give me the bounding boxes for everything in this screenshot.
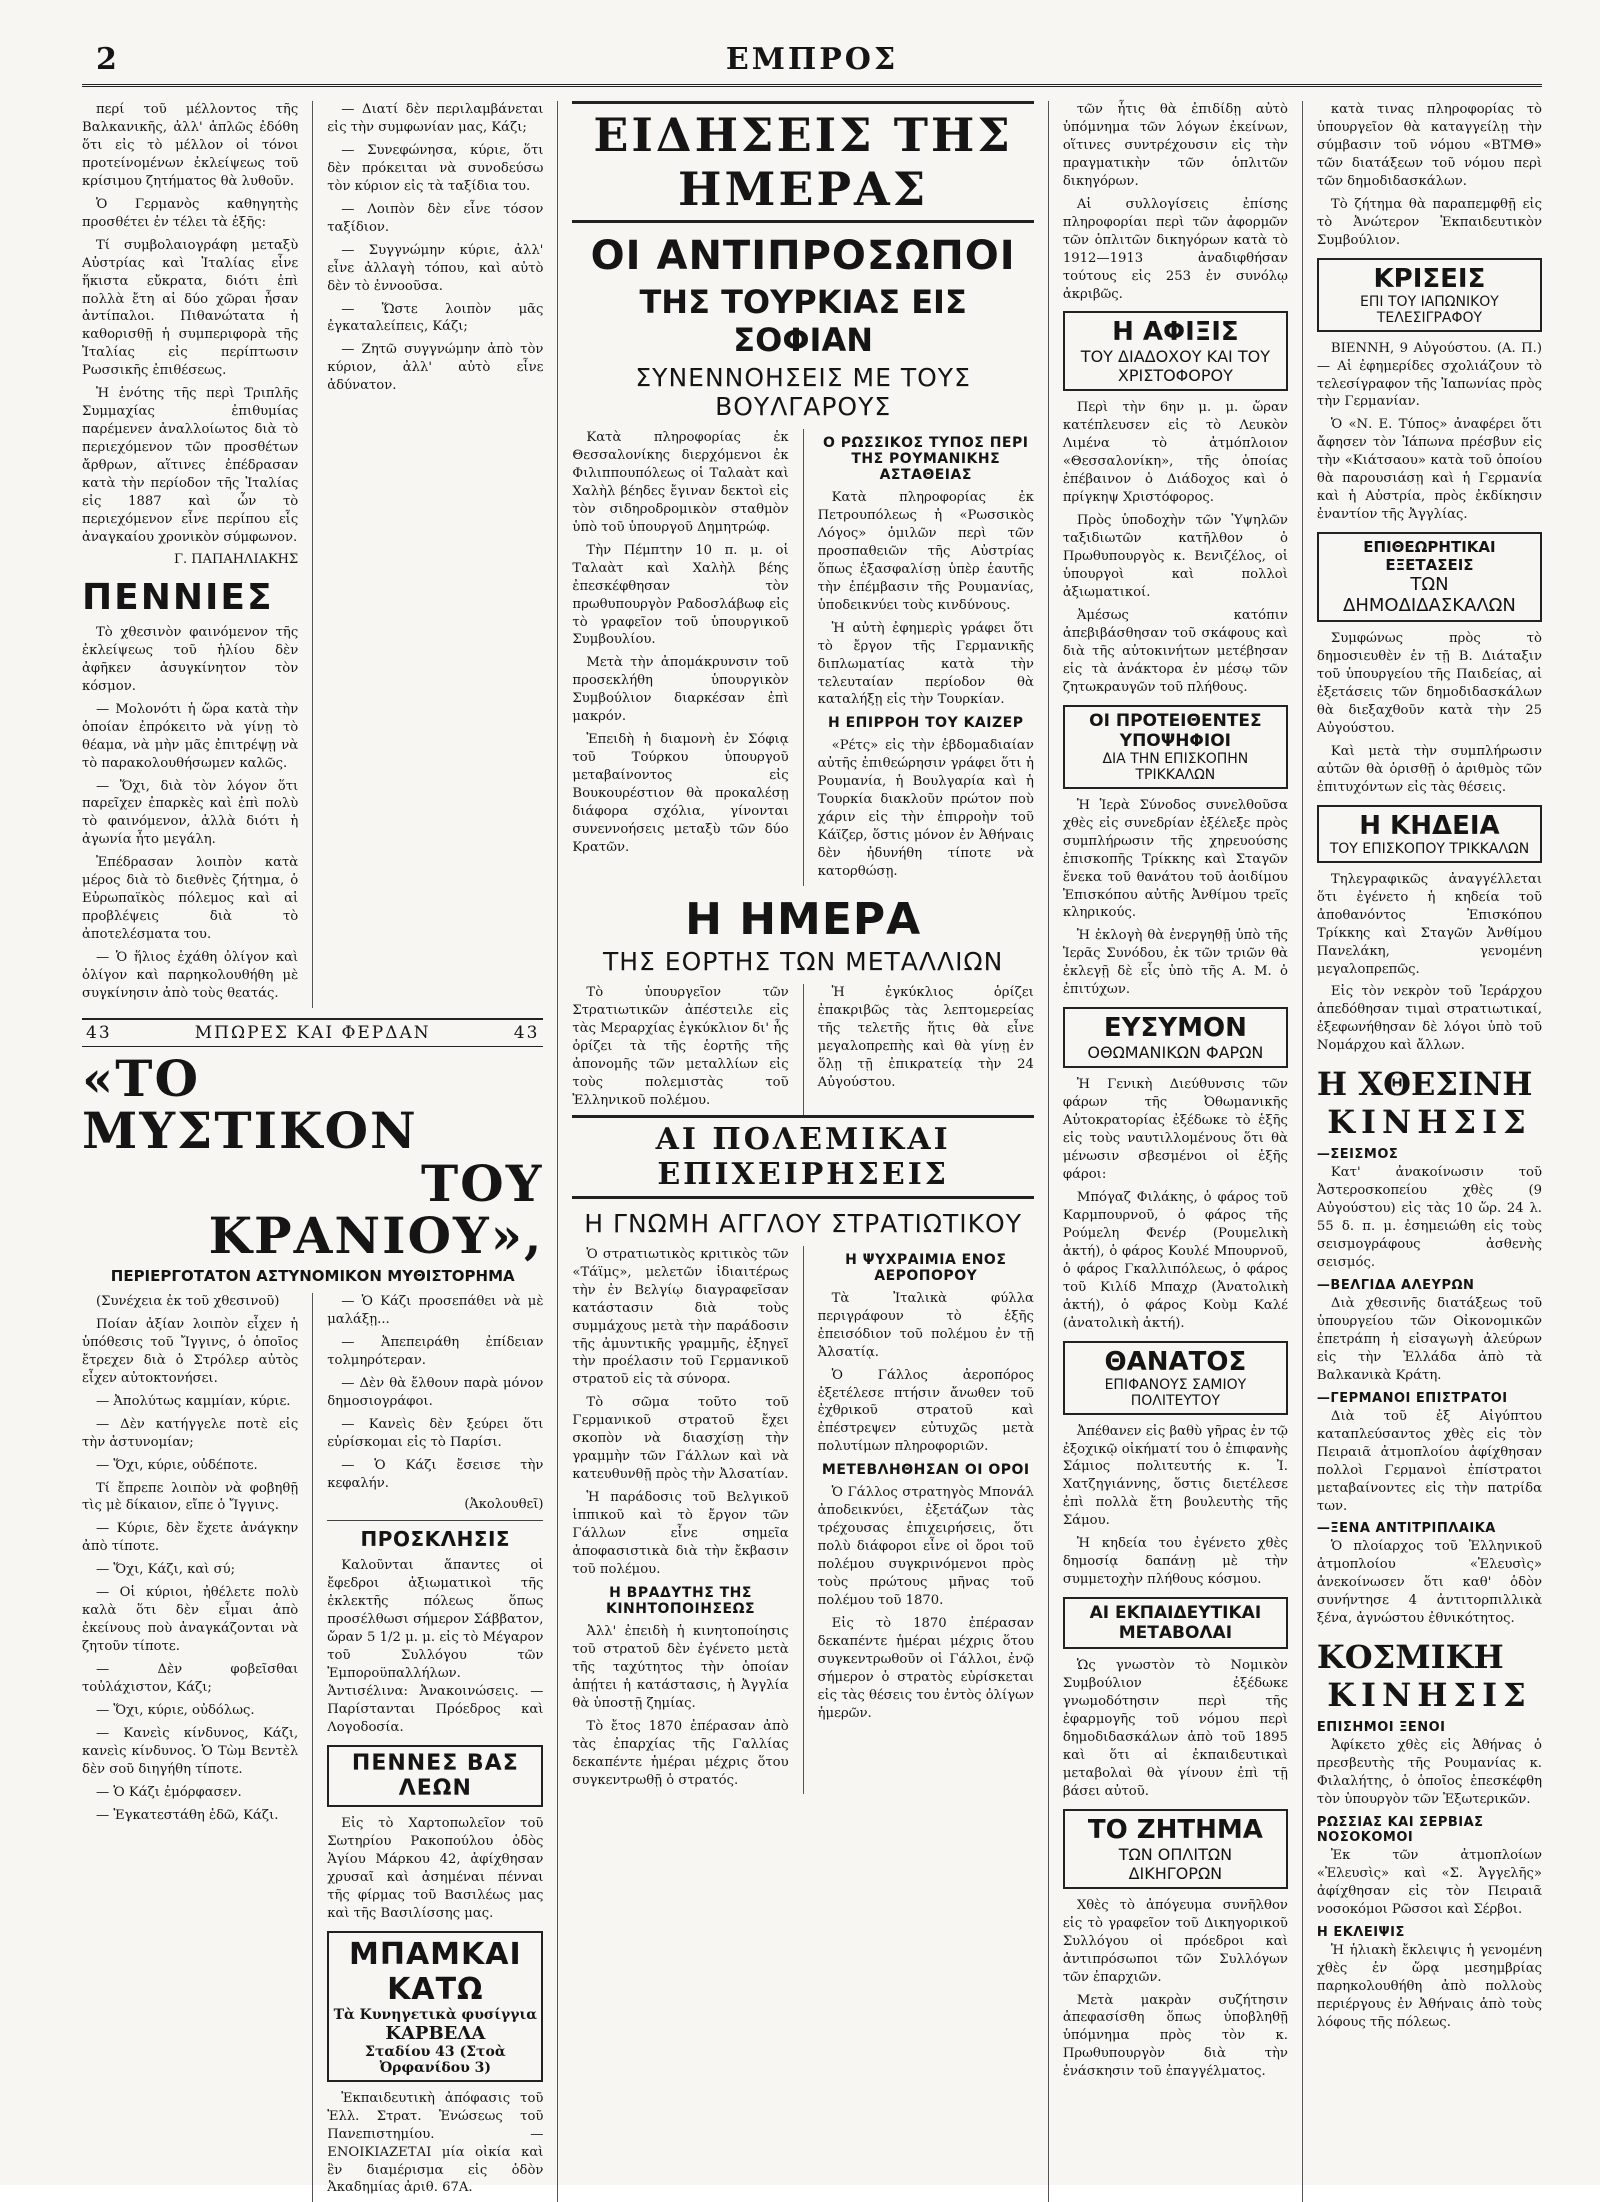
paragraph: Διὰ χθεσινῆς διατάξεως τοῦ ὑπουργείου τῶν Οἰκονομικῶν ἐπετράπη ἡ εἰσαγωγὴ ἀλεύρων εἰς τὴν Ἑλλάδα ἀπὸ τὰ Βαλκανικὰ Κράτη. — [1316, 1295, 1542, 1383]
paragraph: Ἀφίκετο χθὲς εἰς Ἀθήνας ὁ πρεσβευτὴς τῆς Ρουμανίας κ. Φιλαλήτης, ὁ ὁποῖος ἐπεσκέφθη τὸν ὑπουργὸν τῶν Ἐξωτερικῶν. — [1316, 1738, 1542, 1808]
headline-box-arrival — [1063, 311, 1288, 391]
item-heading: ΕΠΙΣΗΜΟΙ ΞΕΝΟΙ — [1316, 1720, 1446, 1736]
paragraph: — Ἀπολύτως καμμίαν, κύριε. — [96, 1393, 291, 1409]
paragraph: — Ὅχι, διὰ τὸν λόγον ὅτι παρεῖχεν ἐπαρκὲς καὶ ἐπὶ πολὺ τὸ φαινόμενον, ἀλλὰ διότι ἡ ἀγωνία ἦτο μεγάλη. — [82, 778, 299, 848]
left-column — [82, 101, 543, 2202]
paragraph: Χθὲς τὸ ἀπόγευμα συνῆλθον εἰς τὸ γραφεῖον τοῦ Δικηγορικοῦ Συλλόγου οἱ πρόεδροι καὶ ἀντιπρόσωποι τῶν Συλλόγων τῶν ἐπαρχιῶν. — [1062, 1897, 1288, 1985]
serial-number-right: 43 — [513, 1022, 540, 1043]
paragraph: Ἀπέθανεν εἰς βαθὺ γῆρας ἐν τῷ ἐξοχικῷ οἰκήματί του ὁ ἐπιφανὴς Σάμιος πολιτευτής κ. Ἰ. Χατζηγιάννης, ὅστις διετέλεσε ἐπὶ πολλὰ ἔτη βουλευτὴς τῆς Σάμου. — [1062, 1423, 1288, 1529]
paragraph: Διὰ τοῦ ἐξ Αἰγύπτου καταπλεύσαντος χθὲς εἰς τὸν Πειραιᾶ ἀτμοπλοίου ἀφίχθησαν πολλοὶ Γερμανοὶ ἐπίστρατοι μεταβαίνοντες εἰς τὴν πατρίδα των. — [1316, 1408, 1542, 1514]
headline: Η ΑΦΙΞΙΣ — [1112, 317, 1239, 348]
paragraph: Αἱ συλλογίσεις ἐπίσης πληροφορίαι περὶ τῶν ἀφορμῶν τῶν ὁπλιτῶν δικηγόρων κατὰ τὸ 1912—1913 ἀναδιφθήσαν τούτους εἰς 253 ἐν συνόλῳ ἀκριβῶς. — [1062, 196, 1288, 302]
item-heading: ΡΩΣΣΙΑΣ ΚΑΙ ΣΕΡΒΙΑΣ ΝΟΣΟΚΟΜΟΙ — [1316, 1815, 1484, 1846]
top-left-subcolumns — [82, 101, 543, 1008]
paragraph: Ἡ παράδοσις τοῦ Βελγικοῦ ἱππικοῦ καὶ τὸ ἔργον τῶν Γάλλων εἶνε σημεῖα ἀποφασιστικὰ διὰ τὴν ἔκβασιν τοῦ πολέμου. — [572, 1490, 789, 1577]
paragraph: Πρὸς ὑποδοχὴν τῶν Ὑψηλῶν ταξιδιωτῶν κατῆλθον ὁ Πρωθυπουργὸς κ. Βενιζέλος, οἱ ὑπουργοὶ καὶ πολλοὶ ἀξιωματικοί. — [1062, 513, 1288, 601]
ad-title: ΜΠΑΜΚΑΙ ΚΑΤΩ — [348, 1936, 522, 2007]
serial-body — [82, 1293, 543, 2202]
story-russian-press — [803, 429, 1034, 886]
headline: ΚΡΙΣΕΙΣ — [1373, 263, 1486, 294]
paragraph: Κατὰ πληροφορίας ἐκ Πετρουπόλεως ἡ «Ρωσσικὸς Λόγος» ὁμιλῶν περὶ τῶν προσπαθειῶν τῆς Αὐστρίας ὅπως ἐξασφαλίσῃ ὑπὲρ ἑαυτῆς τὴν ἐπέμβασιν τῆς Ρουμανίας, ὑποδεικνύει τοὺς κινδύνους. — [817, 490, 1034, 613]
paragraph: Εἰς τὸ 1870 ἐπέρασαν δεκαπέντε ἡμέραι μέχρις ὅτου συγκεντρωθοῦν οἱ Γάλλοι, ἐνῷ σήμερον ὁ στρατὸς εὑρίσκεται εἰς τὰς θέσεις του ἐντὸς ὀλίγων ἡμερῶν. — [817, 1615, 1034, 1721]
paragraph: τῶν ἧτις θὰ ἐπιδίδῃ αὐτὸ ὑπόμνημα τῶν λόγων ἐκείνων, οἵτινες συντρέχουσιν εἰς τὴν πραγματικὴν τῶν ὁπλιτῶν δικηγόρων. — [1062, 102, 1288, 189]
paragraph: — Κανεὶς δὲν ξεύρει ὅτι εὑρίσκομαι εἰς τὸ Παρίσι. — [327, 1416, 544, 1450]
item-heading: —ΞΕΝΑ ΑΝΤΙΤΡΙΠΛΑΙΚΑ — [1316, 1521, 1496, 1537]
item-heading: —ΒΕΛΓΙΔΑ ΑΛΕΥΡΩΝ — [1316, 1277, 1475, 1293]
headline-deck: ΤΩΝ ΟΠΛΙΤΩΝ ΔΙΚΗΓΟΡΩΝ — [1118, 1844, 1233, 1883]
story-english-military — [572, 1246, 788, 1795]
paragraph: Ποίαν ἀξίαν λοιπὸν εἶχεν ἡ ὑπόθεσις τοῦ Ἴγγινς, ὁ ὁποῖος ἔτρεχεν διὰ ὁ Στρόλερ αὐτὸς εἶχεν αὐτοκτονήσει. — [82, 1316, 299, 1386]
paragraph: Ἡ ἐγκύκλιος ὁρίζει ἐπακριβῶς τὰς λεπτομερείας τῆς τελετῆς ἥτις θὰ εἶνε μεγαλοπρεπὴς καὶ θὰ γίνῃ ἐν ὅλῃ τῇ ἐπικρατείᾳ τὴν 24 Αὐγούστου. — [817, 985, 1034, 1090]
headline-box-candidates — [1063, 705, 1288, 789]
medals-story — [572, 984, 1033, 1115]
story-heading: ΜΕΤΕΒΛΗΘΗΣΑΝ ΟΙ ΟΡΟΙ — [821, 1462, 1030, 1479]
serial-subtitle: ΠΕΡΙΕΡΓΟΤΑΤΟΝ ΑΣΤΥΝΟΜΙΚΟΝ ΜΥΘΙΣΤΟΡΗΜΑ — [110, 1266, 515, 1285]
paragraph: Εἰς τὸν νεκρὸν τοῦ Ἱεράρχου ἀπεδόθησαν τιμαὶ στρατιωτικαί, ἐξεφωνήθησαν δὲ λόγοι ὑπὸ τοῦ Νομάρχου καὶ ἄλλων. — [1316, 984, 1542, 1054]
paragraph: — Ὅχι, Κάζι, καὶ σύ; — [96, 1562, 236, 1578]
paragraph: Τὰ Ἰταλικὰ φύλλα περιγράφουν τὸ ἑξῆς ἐπεισόδιον τοῦ πολέμου ἐν τῇ Ἀλσατίᾳ. — [817, 1290, 1034, 1360]
paragraph: Τί συμβολαιογράφη μεταξὺ Αὐστρίας καὶ Ἰταλίας εἶνε ἥκιστα εὔκρατα, διότι ἐπὶ πολλὰ ἔτη αἱ δύο χῶραι ἦσαν ἀντίπαλοι. Πιθανώτατα ἡ καθορισθῇ ἡ συμπεριφορὰ τῆς Ἰταλίας εἰς περίπτωσιν Ρωσσικῆς ἐπιθέσεως. — [82, 237, 299, 379]
paragraph: — Λοιπὸν δὲν εἶνε τόσον ταξίδιον. — [327, 201, 544, 235]
paragraph: Κατ' ἀνακοίνωσιν τοῦ Ἀστεροσκοπείου χθὲς (9 Αὐγούστου) εἰς τὰς 10 ὥρ. 24 λ. 55 δ. π. μ. ἐσημειώθη εἰς τοὺς σεισμογράφους ἀσθενὴς σεισμός. — [1316, 1165, 1542, 1271]
masthead — [82, 40, 1542, 87]
paragraph: — Ὁ ἥλιος ἐχάθη ὀλίγον καὶ ὀλίγον καὶ παρηκολουθήθη μὲ συγκίνησιν ἀπὸ τοὺς θεατάς. — [82, 950, 299, 1001]
ad-brand: ΚΑΡΒΕΛΑ — [385, 2022, 486, 2044]
section-title-movement-2: ΚΙΝΗΣΙΣ — [1327, 1676, 1532, 1715]
paragraph: — Ὁ Κάζι ἔσεισε τὴν κεφαλήν. — [327, 1457, 544, 1491]
notice-title: ΠΡΟΣΚΛΗΣΙΣ — [360, 1527, 511, 1552]
paragraph: Καλοῦνται ἅπαντες οἱ ἔφεδροι ἀξιωματικοὶ τῆς ἐκλεκτῆς πόλεως ὅπως προσέλθωσι σήμερον Σάββατον, ὥραν 5 1/2 μ. μ. εἰς τὸ Μέγαρον τοῦ Συλλόγου τῶν Ἐμποροϋπαλλήλων. Ἀντισέλινα: Ἀνακοινώσεις. — Παρίστανται Πρόεδρος καὶ Λογοδοσία. — [327, 1558, 544, 1736]
headline: ΟΙ ΠΡΟΤΕΙΘΕΝΤΕΣ ΥΠΟΨΗΦΙΟΙ — [1089, 710, 1262, 751]
paragraph: — Ὁ Κάζι ἐμόρφασεν. — [96, 1784, 242, 1800]
section-title-movement: ΚΙΝΗΣΙΣ — [1327, 1103, 1532, 1142]
paragraph: — Κανεὶς κίνδυνος, Κάζι, κανεὶς κίνδυνος. Ὁ Τὼμ Βεντὲλ δὲν σοῦ διηγήθη τίποτε. — [82, 1725, 299, 1777]
headline-deck: ΕΠΙΦΑΝΟΥΣ ΣΑΜΙΟΥ ΠΟΛΙΤΕΥΤΟΥ — [1104, 1376, 1247, 1409]
paragraph: Ἡ Ἱερὰ Σύνοδος συνελθοῦσα χθὲς εἰς συνεδρίαν ἐξέλεξε πρὸς συμπλήρωσιν τῆς χηρευούσης ἐπισκοπῆς Τρίκκης καὶ Σταγῶν ἕνεκα τοῦ θανάτου τοῦ ἀοιδίμου Ἐπισκόπου αὐτῆς Ἀνθίμου τρεῖς κληρικούς. — [1062, 797, 1288, 921]
paragraph: Εἰς τὸ Χαρτοπωλεῖον τοῦ Σωτηρίου Ρακοπούλου ὁδὸς Ἁγίου Μάρκου 42, ἀφίχθησαν χρυσαῖ καὶ ἀσημέναι πένναι τῆς φίρμας τοῦ Βασιλέως μας καὶ τῆς Βασιλίσσης μας. — [327, 1816, 544, 1921]
paragraph: — Μολονότι ἡ ὥρα κατὰ τὴν ὁποίαν ἐπρόκειτο νὰ γίνῃ τὸ θέαμα, νὰ μὴν μᾶς ἐπιτρέψῃ νὰ τὸ παρακολουθήσωμεν καλῶς. — [82, 701, 299, 771]
headline-box-lawyers — [1063, 1809, 1288, 1889]
headline-deck: ΤΟΥ ΕΠΙΣΚΟΠΟΥ ΤΡΙΚΚΑΛΩΝ — [1329, 840, 1530, 857]
author-signature: Γ. ΠΑΠΑΗΛΙΑΚΗΣ — [173, 551, 299, 567]
page-number: 2 — [96, 42, 117, 77]
paragraph: Καὶ μετὰ τὴν συμπλήρωσιν αὐτῶν θὰ ὁρισθῇ ὁ ἀριθμὸς τῶν ἐπιτυχόντων εἰς τὰς θέσεις. — [1316, 743, 1542, 795]
headline-box-death — [1063, 1341, 1288, 1415]
paragraph: Ἡ κηδεία του ἐγένετο χθὲς δημοσίᾳ δαπάνῃ μὲ τὴν συμμετοχὴν πλήθους κόσμου. — [1062, 1536, 1288, 1588]
item-heading: Η ΕΚΛΕΙΨΙΣ — [1316, 1924, 1405, 1940]
headline-box-education — [1063, 1597, 1288, 1649]
serial-authors: ΜΠΩΡΕΣ ΚΑΙ ΦΕΡΔΑΝ — [194, 1022, 431, 1043]
headline: ΘΑΝΑΤΟΣ — [1104, 1346, 1247, 1377]
paragraph: Τὸ ζήτημα θὰ παραπεμφθῇ εἰς τὸ Ἀνώτερον Ἐκπαιδευτικὸν Συμβούλιον. — [1316, 196, 1542, 248]
serial-title-line-1: «ΤΟ ΜΥΣΤΙΚΟΝ — [82, 1048, 418, 1161]
headline-box-lighthouses — [1063, 1007, 1288, 1068]
paragraph: Τηλεγραφικῶς ἀναγγέλλεται ὅτι ἐγένετο ἡ κηδεία τοῦ ἀποθανόντος Ἐπισκόπου Τρίκκης καὶ Σταγῶν Ἀνθίμου Πανελάκη, γενομένη μεγαλοπρεπῶς. — [1316, 871, 1542, 977]
paragraph: — Δὲν φοβεῖσθαι τοὐλάχιστον, Κάζι; — [82, 1662, 299, 1696]
article-continuation — [82, 101, 298, 1008]
paragraph: Ἡ ἑνότης τῆς περὶ Τριπλῆς Συμμαχίας ἐπιθυμίας παρέμενεν ἀναλλοίωτος διὰ τὸ περιεχόμενον τῶν προσθέτων ἄρθρων, αἵτινες ἐπέδρασαν κατὰ τὴν περίοδον τῆς Ἰταλίας εἰς 1887 καὶ ὧν τὸ περιεχόμενον εἶνε περίπου εἷς ἀναγκαίου χρονικὸν σύμφωνον. — [82, 386, 299, 545]
serial-header — [82, 1018, 543, 1047]
section-banner: ΕΙΔΗΣΕΙΣ ΤΗΣ ΗΜΕΡΑΣ — [572, 101, 1033, 223]
section-title-yesterday: Η ΧΘΕΣΙΝΗ — [1316, 1065, 1533, 1104]
paragraph: — Ὥστε λοιπὸν μᾶς ἐγκαταλείπεις, Κάζι; — [327, 301, 544, 335]
page-columns — [82, 101, 1542, 2202]
headline-war-deck: Η ΓΝΩΜΗ ΑΓΓΛΟΥ ΣΤΡΑΤΙΩΤΙΚΟΥ — [584, 1208, 1022, 1238]
ad-line: Τὰ Κυνηγετικὰ φυσίγγια — [333, 2006, 538, 2023]
paragraph: Συμφώνως πρὸς τὸ δημοσιευθὲν ἐν τῇ Β. Διάταξιν τοῦ ὑπουργείου τῆς Παιδείας, αἱ ἐξετάσεις τῶν δημοδιδασκάλων θὰ διεξαχθοῦν κατὰ τὴν 25 Αὐγούστου. — [1316, 631, 1542, 736]
paragraph: — Ζητῶ συγγνώμην ἀπὸ τὸν κύριον, ἀλλ' αὐτὸ εἶνε ἀδύνατον. — [327, 342, 544, 394]
headline-deck: ΔΙΑ ΤΗΝ ΕΠΙΣΚΟΠΗΝ ΤΡΙΚΚΑΛΩΝ — [1102, 750, 1249, 783]
paragraph: — Συγγνώμην κύριε, ἀλλ' εἶνε ἀλλαγὴ τόπου, καὶ αὐτὸ δὲν τὸ ἐννοοῦσα. — [327, 242, 544, 294]
paragraph: ΒΙΕΝΝΗ, 9 Αὐγούστου. (Α. Π.) — Αἱ ἐφημερίδες σχολιάζουν τὸ τελεσίγραφον τῆς Ἰαπωνίας πρὸς τὴν Γερμανίαν. — [1316, 340, 1542, 410]
headline-war-operations: ΑΙ ΠΟΛΕΜΙΚΑΙ ΕΠΙΧΕΙΡΗΣΕΙΣ — [572, 1115, 1033, 1199]
paragraph: — Ἀπεπειράθη ἐπίδειαν τολμηρότεραν. — [327, 1334, 544, 1368]
headline: ΕΥΣΥΜΟΝ — [1103, 1013, 1247, 1044]
paragraph: Ὁ Γερμανὸς καθηγητὴς προσθέτει ἐν τέλει τὰ ἑξῆς: — [82, 196, 299, 230]
paragraph: — Κύριε, δὲν ἔχετε ἀνάγκην ἀπὸ τίποτε. — [82, 1521, 299, 1555]
paragraph: — Οἱ κύριοι, ἠθέλετε πολὺ καλὰ ὅτι δὲν εἶμαι ἀπὸ ἐκείνους ποὺ ἀναγκάζονται νὰ ζητοῦν τίποτε. — [82, 1585, 299, 1655]
paragraph: Μετὰ μακρὰν συζήτησιν ἀπεφασίσθη ὅπως ὑποβληθῇ ὑπόμνημα πρὸς τὸν κ. Πρωθυπουργὸν διὰ τὴν ἐνάσκησιν τοῦ ἐπαγγέλματος. — [1062, 1992, 1288, 2080]
headline-deck: ΕΠΙ ΤΟΥ ΙΑΠΩΝΙΚΟΥ ΤΕΛΕΣΙΓΡΑΦΟΥ — [1360, 293, 1499, 326]
item-heading: —ΣΕΙΣΜΟΣ — [1316, 1147, 1399, 1163]
section-title-gennies: ΠΕΝΝΙΕΣ — [82, 576, 274, 618]
paragraph: Ὁ στρατιωτικὸς κριτικὸς τῶν «Τάϊμς», μελετῶν ἰδιαιτέρως τὴν ἐν Βελγίῳ διαγραφεῖσαν κατάστασιν διὰ τοὺς συμμάχους μετὰ τὴν παράδοσιν τῆς ἀμυντικῆς γραμμῆς, ἐξηγεῖ τὴν προέλασιν τοῦ Γερμανικοῦ στρατοῦ εἰς τὰ σύνορα. — [572, 1246, 789, 1388]
paragraph: — Διατί δὲν περιλαμβάνεται εἰς τὴν συμφωνίαν μας, Κάζι; — [327, 102, 544, 135]
headline: Η ΚΗΔΕΙΑ — [1359, 810, 1500, 841]
headline: ΤΟ ΖΗΤΗΜΑ — [1087, 1814, 1263, 1845]
paragraph: Κατὰ πληροφορίας ἐκ Θεσσαλονίκης διερχόμενοι ἐκ Φιλιππουπόλεως οἱ Ταλαὰτ καὶ Χαλὴλ βέηδες ἔγιναν δεκτοὶ εἰς τὸν σιδηροδρομικὸν σταθμὸν ὑπὸ τοῦ ὑπουργοῦ Δημητρώφ. — [572, 430, 789, 535]
serial-text-right — [312, 1293, 543, 2202]
item-heading: —ΓΕΡΜΑΝΟΙ ΕΠΙΣΤΡΑΤΟΙ — [1316, 1390, 1508, 1406]
column-three — [1048, 101, 1288, 2202]
story-heading: Η ΨΥΧΡΑΙΜΙΑ ΕΝΟΣ ΑΕΡΟΠΟΡΟΥ — [845, 1251, 1007, 1284]
paragraph: Ἡ αὐτὴ ἐφημερὶς γράφει ὅτι τὸ ἔργον τῆς Γερμανικῆς διπλωματίας κατὰ τὴν τελευταίαν περίοδον θὰ καταλήξῃ εἰς τὴν Τουρκίαν. — [817, 620, 1034, 708]
headline-deck: ΤΟΥ ΔΙΑΔΟΧΟΥ ΚΑΙ ΤΟΥ ΧΡΙΣΤΟΦΟΡΟΥ — [1080, 347, 1270, 386]
serial-continued: (Ἀκολουθεῖ) — [464, 1497, 544, 1513]
headline-box-exams — [1317, 532, 1542, 622]
war-subcolumns — [572, 1246, 1033, 1795]
newspaper-name: ΕΜΠΡΟΣ — [725, 42, 899, 77]
headline-deck: ΤΩΝ ΔΗΜΟΔΙΔΑΣΚΑΛΩΝ — [1343, 574, 1516, 617]
paragraph: Ὡς γνωστὸν τὸ Νομικὸν Συμβούλιον ἐξέδωκε γνωμοδότησιν περὶ τῆς ἐφαρμογῆς τοῦ νόμου περὶ δημοδιδασκάλων ἀπὸ τοῦ 1895 καὶ ὅτι αἱ ἐκπαιδευτικαὶ μεταβολαὶ θὰ γίνουν ἐπὶ τῇ βάσει αὐτοῦ. — [1062, 1658, 1288, 1799]
centre-top-subcolumns — [572, 429, 1033, 886]
paragraph: Περὶ τὴν 6ην μ. μ. ὥραν κατέπλευσεν εἰς τὸ Λευκὸν Λιμένα τὸ ἀτμόπλοιον «Θεσσαλονίκη», τῆς ὁποίας ἐπέβαινον ὁ Διάδοχος καὶ ὁ πρίγκηψ Χριστόφορος. — [1062, 400, 1288, 506]
paragraph: Τί ἔπρεπε λοιπὸν νὰ φοβηθῇ τὶς μὲ δίκαιον, εἴπε ὁ Ἴγγινς. — [82, 1480, 299, 1514]
section-title-social: ΚΟΣΜΙΚΗ — [1316, 1638, 1504, 1677]
paragraph: — Δὲν κατήγγελε ποτὲ εἰς τὴν ἀστυνομίαν; — [82, 1416, 299, 1450]
paragraph: Τὸ σῶμα τοῦτο τοῦ Γερμανικοῦ στρατοῦ ἔχει σκοπὸν νὰ διασχίσῃ τὴν γραμμὴν τῶν Γάλλων καὶ νὰ κατευθυνθῇ πρὸς τὴν Ἀλσατίαν. — [572, 1395, 789, 1483]
paragraph: — Ἐγκατεστάθη ἐδῶ, Κάζι. — [96, 1807, 279, 1823]
paragraph: Τὸ ὑπουργεῖον τῶν Στρατιωτικῶν ἀπέστειλε εἰς τὰς Μεραρχίας ἐγκύκλιον δι' ἧς ὁρίζει τὰ τῆς ἑορτῆς τῆς ἀπονομῆς τῶν μεταλλίων εἰς τοὺς πολεμιστὰς τοῦ Ἑλληνικοῦ πολέμου. — [572, 985, 789, 1108]
headline-deck: ΟΘΩΜΑΝΙΚΩΝ ΦΑΡΩΝ — [1087, 1043, 1264, 1063]
paragraph: — Δὲν θὰ ἔλθουν παρὰ μόνον δημοσιογράφοι. — [327, 1375, 544, 1409]
headline: ΕΠΙΘΕΩΡΗΤΙΚΑΙ ΕΞΕΤΑΣΕΙΣ — [1363, 538, 1496, 575]
paragraph: Ὁ «Ν. Ε. Τύπος» ἀναφέρει ὅτι ἄφησεν τὸν Ἰάπωνα πρέσβυν εἰς τὴν «Κιάτσαου» κατὰ τοῦ ὁποίου θὰ παρουσιάσῃ καὶ ἡ Γερμανία καὶ ἡ Αὐστρία, πρὸς ἐκδίκησιν ἐναντίον τῆς Ἀγγλίας. — [1316, 417, 1542, 523]
paragraph: Ὁ Γάλλος στρατηγὸς Μπονάλ ἀποδεικνύει, ἐξετάζων τὰς τρέχουσας ἐπιχειρήσεις, ὅτι πολὺ διάφοροι εἶνε οἱ ὅροι τοῦ πολέμου συγκρινόμενοι πρὸς τοὺς πρώτους μῆνας τοῦ πολέμου τοῦ 1870. — [817, 1485, 1034, 1609]
paragraph: Ὁ πλοίαρχος τοῦ Ἑλληνικοῦ ἀτμοπλοίου «Ἐλευσὶς» ἀνεκοίνωσεν ὅτι καθ' ὁδὸν συνήντησε 4 ἀντιτορπιλλικὰ ξένα, ἀγνώστου ἐθνικότητος. — [1316, 1539, 1542, 1627]
paragraph: «Ρέτς» εἰς τὴν ἑβδομαδιαίαν αὐτῆς ἐπιθεώρησιν γράφει ὅτι ἡ Ρουμανία, ἡ Βουλγαρία καὶ ἡ Τουρκία διακλοῦν πρώτον ποὺ χάριν εἰς τὴν ἐπιρροὴν τοῦ Κάϊζερ, ὅστις μόνον ἐν Ἀθήναις δὲν ἠδυνήθη τίποτε νὰ κατορθώσῃ. — [817, 738, 1034, 880]
paragraph: Ἐπειδὴ ἡ διαμονὴ ἐν Σόφιᾳ τοῦ Τούρκου ὑπουργοῦ μεταβαίνοντος εἰς Βουκουρέστιον θὰ προκαλέσῃ διάφορα σχόλια, γίνονται συνεννοήσεις μεταξὺ τῶν δύο Κρατῶν. — [572, 732, 789, 855]
paragraph: Ἡ ἡλιακὴ ἔκλειψις ἡ γενομένη χθὲς ἐν ὥρᾳ μεσημβρίας παρηκολουθήθη ἀπὸ πολλοὺς περιέργους ἐν Ἀθήναις ἀπὸ τοὺς λόφους τῆς πόλεως. — [1316, 1942, 1542, 2030]
paragraph: — Συνεφώνησα, κύριε, ὅτι δὲν πρόκειται νὰ συνοδεύσω τὸν κύριον εἰς τὰ ταξίδια του. — [327, 142, 544, 194]
headline: ΑΙ ΕΚΠΑΙΔΕΥΤΙΚΑΙ ΜΕΤΑΒΟΛΑΙ — [1089, 1603, 1262, 1644]
serial-number: 43 — [86, 1022, 112, 1043]
divider — [327, 1520, 543, 1521]
paragraph: Ἡ ἐκλογὴ θὰ ἐνεργηθῇ ὑπὸ τῆς Ἱερᾶς Συνόδου, ἐκ τῶν τριῶν θὰ ἐκλεγῇ δὲ εἷς ὑπὸ τῆς Α. Μ. ὁ ἐπιτύχων. — [1062, 928, 1288, 998]
headline-delegates-deck: ΣΥΝΕΝΝΟΗΣΕΙΣ ΜΕ ΤΟΥΣ ΒΟΥΛΓΑΡΟΥΣ — [635, 363, 971, 421]
paragraph: Ἐκ τῶν ἀτμοπλοίων «Ἐλευσὶς» καὶ «Σ. Ἀγγελῆς» ἀφίχθησαν εἰς τὸν Πειραιᾶ νοσοκόμοι Ρῶσσοι καὶ Σέρβοι. — [1316, 1848, 1542, 1917]
paragraph: Ἡ Γενικὴ Διεύθυνσις τῶν φάρων τῆς Ὀθωμανικῆς Αὐτοκρατορίας ἐξέδωκε τὸ ἑξῆς εἰς τοὺς ναυτιλλομένους ὅτι θὰ μένωσιν σβεσμένοι οἱ ἑξῆς φάροι: — [1062, 1077, 1288, 1182]
centre-column — [557, 101, 1033, 2202]
headline-box-crises — [1317, 258, 1542, 332]
paragraph: Ἐκπαιδευτικὴ ἀπόφασις τοῦ Ἐλλ. Στρατ. Ἑνώσεως τοῦ Πανεπιστημίου. — ΕΝΟΙΚΙΑΖΕΤΑΙ μία οἰκία καὶ ἓν διαμέρισμα εἰς ὁδὸν Ἀκαδημίας ἀριθ. 67Α. — [327, 2090, 544, 2196]
paragraph: κατὰ τινας πληροφορίας τὸ ὑπουργεῖον θὰ καταγγείλῃ τὴν σύμβασιν τοῦ νόμου «ΒΤΜΘ» τῶν διατάξεων τοῦ νόμου περὶ τῶν δημοδιδασκάλων. — [1316, 102, 1542, 189]
paragraph: Τὴν Πέμπτην 10 π. μ. οἱ Ταλαὰτ καὶ Χαλὴλ βέης ἐπεσκέφθησαν τὸν πρωθυπουργὸν Ραδοσλάβωφ εἰς τὸ γραφεῖον τοῦ ὑπουργικοῦ Συμβουλίου. — [572, 542, 789, 648]
paragraph: — Ὅχι, κύριε, οὐδόλως. — [96, 1703, 255, 1718]
paragraph: Ὁ Γάλλος ἀεροπόρος ἐξετέλεσε πτήσιν ἄνωθεν τοῦ ἐχθρικοῦ στρατοῦ καὶ ἐπέστρεψεν εὐτυχῶς μετὰ πολυτίμων πληροφοριῶν. — [817, 1367, 1034, 1455]
headline-delegates-line-2: ΤΗΣ ΤΟΥΡΚΙΑΣ ΕΙΣ ΣΟΦΙΑΝ — [639, 283, 967, 359]
paragraph: Μπόγαζ Φιλάκης, ὁ φάρος τοῦ Καρμπουρνοῦ, ὁ φάρος τῆς Ρούμελη Φενέρ (Ρουμελικὴ ἀκτή), ὁ φάρος Κουλέ Μπουρνοῦ, ὁ φάρος Γκαλλιπόλεως, ὁ φάρος τοῦ Κιλίδ Μπαχρ (Ἀνατολικὴ ἀκτή), ὁ φάρος Κοὺμ Καλέ (ἀνατολικὴ ἀκτή). — [1062, 1189, 1288, 1331]
serial-title-line-2: ΤΟΥ ΚΡΑΝΙΟΥ», — [208, 1153, 544, 1266]
headline-medals-day: Η ΗΜΕΡΑ — [685, 894, 922, 946]
advertisement-cartridges — [327, 1931, 543, 2082]
paragraph: — Ὅχι, κύριε, οὐδέποτε. — [96, 1457, 258, 1473]
headline-delegates: ΟΙ ΑΝΤΙΠΡΟΣΩΠΟΙ — [590, 233, 1016, 279]
paragraph: — Ὁ Κάζι προσεπάθει νὰ μὲ μαλάξῃ... — [327, 1293, 544, 1327]
story-delegates — [572, 429, 788, 886]
story-heading: Η ΒΡΑΔΥΤΗΣ ΤΗΣ ΚΙΝΗΤΟΠΟΙΗΣΕΩΣ — [605, 1584, 756, 1617]
headline-medals-deck: ΤΗΣ ΕΟΡΤΗΣ ΤΩΝ ΜΕΤΑΛΛΙΩΝ — [602, 947, 1004, 977]
paragraph: Ἐπέδρασαν λοιπὸν κατὰ μέρος διὰ τὸ διεθνὲς ζήτημα, ὁ Εὐρωπαϊκὸς πόλεμος καὶ αἱ προβλέψεις διὰ τὸ ἀποτελέσματα του. — [82, 855, 299, 943]
serial-text-left — [82, 1293, 298, 2202]
paragraph: Μετὰ τὴν ἀπομάκρυνσιν τοῦ προσεκλήθη ὑπουργικὸν Συμβούλιον διαρκέσαν ἐπὶ μακρόν. — [572, 655, 789, 725]
paragraph: περί τοῦ μέλλοντος τῆς Βαλκανικῆς, ἀλλ' ἁπλῶς ἐδόθη ὅτι εἰς τὸ μέλλον οἱ τόνοι προτείνομένων ἐκλείψεως τοῦ κρίσιμου ζητήματος θὰ λυθοῦν. — [82, 102, 299, 189]
article-continuation-right — [312, 101, 543, 1008]
paragraph: Τὸ χθεσινὸν φαινόμενον τῆς ἐκλείψεως τοῦ ἡλίου δὲν ἀφῆκεν ἀσυγκίνητον τὸν κόσμον. — [82, 624, 299, 694]
story-heading: Η ΕΠΙΡΡΟΗ ΤΟΥ ΚΑΙΖΕΡ — [828, 715, 1024, 732]
ad-title: ΠΕΝΝΕΣ ΒΑΣ ΛΕΩΝ — [351, 1751, 519, 1801]
column-four — [1302, 101, 1542, 2202]
paragraph: Τὸ ἔτος 1870 ἐπέρασαν ἀπὸ τὰς ἐπαρχίας τῆς Γαλλίας δεκαπέντε ἡμέραι μέχρις ὅτου συγκεντρωθῇ ὁ στρατός. — [572, 1718, 789, 1788]
story-heading: Ο ΡΩΣΣΙΚΟΣ ΤΥΠΟΣ ΠΕΡΙ ΤΗΣ ΡΟΥΜΑΝΙΚΗΣ ΑΣΤΑΘΕΙΑΣ — [823, 435, 1029, 483]
paragraph: Ἀλλ' ἐπειδὴ ἡ κινητοποίησις τοῦ στρατοῦ δὲν ἐγένετο μετὰ τῆς ταχύτητος τὴν ὁποίαν ἀπῄτει ἡ κατάστασις, ἡ Ἀγγλία θὰ ὑποστῇ ζημίας. — [572, 1623, 789, 1711]
paragraph: Ἀμέσως κατόπιν ἀπεβιβάσθησαν τοῦ σκάφους καὶ διὰ τῆς αὐτοκινήτων μετέβησαν εἰς τὰ ἀνάκτορα ἐν μέσῳ τῶν ζητωκραυγῶν τοῦ πλήθους. — [1062, 607, 1288, 695]
story-aviator — [803, 1246, 1034, 1795]
paragraph: (Συνέχεια ἐκ τοῦ χθεσινοῦ) — [96, 1293, 280, 1309]
ad-address: Σταδίου 43 (Στοὰ Ὀρφανίδου 3) — [365, 2043, 506, 2076]
advertisement-pens — [327, 1745, 543, 1807]
headline-box-funeral — [1317, 805, 1542, 863]
